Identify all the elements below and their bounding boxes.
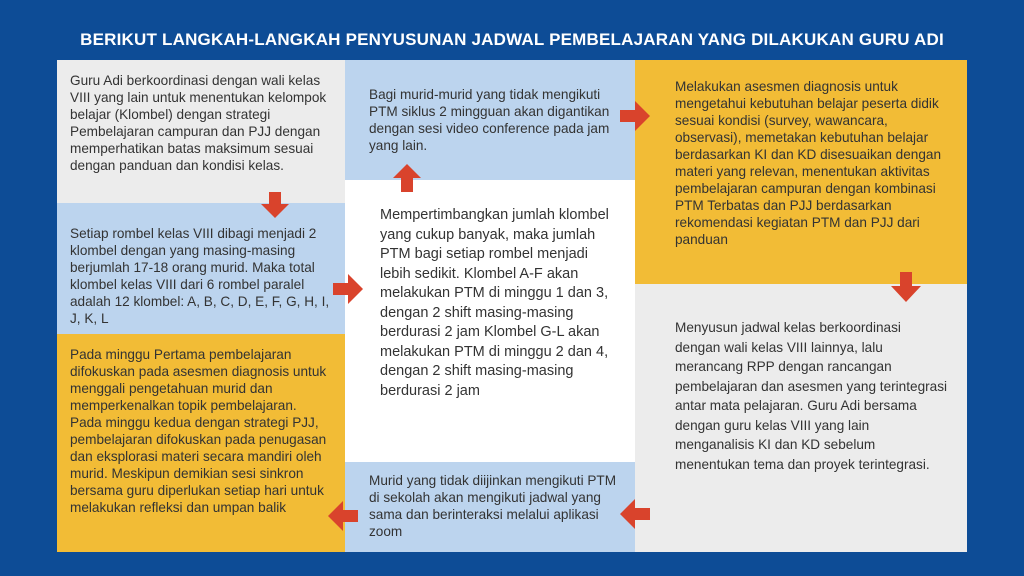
step-6-box — [635, 284, 967, 552]
step-5-text: Melakukan asesmen diagnosis untuk mengetahui kebutuhan belajar peserta didik sesuai kondisi (survey, wawancara, observasi), memetakan kebutuhan belajar berdasarkan KI dan KD disesuaikan dengan materi yang relevan, menentukan aktivitas pembelajaran campuran dengan kombinasi PTM Terbatas dan PJJ berdasarkan rekomendasi kegiatan PTM dan PJJ dari panduan — [675, 79, 942, 247]
arrow-left-icon — [620, 499, 650, 529]
arrow-down-icon — [261, 192, 289, 218]
step-8-text: Pada minggu Pertama pembelajaran difokuskan pada asesmen diagnosis untuk menggali pengetahuan murid dan memperkenalkan topik pembelajaran. Pada minggu kedua dengan strategi PJJ, pembelajaran difokuskan pada penugasan dan eksplorasi materi secara mandiri oleh murid. Meskipun demikian sesi sinkron bersama guru diperlukan setiap hari untuk melakukan refleksi dan umpan balik — [70, 347, 327, 515]
step-6-text: Menyusun jadwal kelas berkoordinasi dengan wali kelas VIII lainnya, lalu merancang RPP dengan rancangan pembelajaran dan asesmen yang terintegrasi antar mata pelajaran. Guru Adi bersama dengan guru kelas VIII yang lain menganalisis KI dan KD sebelum menentukan tema dan proyek terintegrasi. — [675, 320, 948, 472]
step-5-box — [635, 60, 967, 284]
arrow-left-icon — [328, 501, 358, 531]
step-2-text: Setiap rombel kelas VIII dibagi menjadi 2 klombel dengan yang masing-masing berjumlah 17-18 orang murid. Maka total klombel kelas VIII dari 6 rombel paralel adalah 12 klombel: A, B, C, D, E, F, G, H, I, J, K, L — [70, 226, 330, 326]
step-2-box — [57, 203, 345, 334]
step-7-text: Murid yang tidak diijinkan mengikuti PTM di sekolah akan mengikuti jadwal yang sama dan berinteraksi melalui aplikasi zoom — [369, 473, 617, 539]
arrow-down-icon — [891, 272, 921, 302]
arrow-up-icon — [393, 164, 421, 192]
step-1-text: Guru Adi berkoordinasi dengan wali kelas VIII yang lain untuk menentukan kelompok belajar (Klombel) dengan strategi Pembelajaran campuran dan PJJ dengan memperhatikan batas maksimum sesuai dengan panduan dan kondisi kelas. — [70, 73, 327, 173]
step-7-box — [345, 462, 635, 552]
step-3-text: Mempertimbangkan jumlah klombel yang cukup banyak, maka jumlah PTM bagi setiap rombel menjadi lebih sedikit. Klombel A-F akan melakukan PTM di minggu 1 dan 3, dengan 2 shift masing-masing berdurasi 2 jam Klombel G-L akan melakukan PTM di minggu 2 dan 4, dengan 2 shift masing-masing berdurasi 2 jam — [380, 207, 609, 399]
step-4-text: Bagi murid-murid yang tidak mengikuti PTM siklus 2 mingguan akan digantikan dengan sesi video conference pada jam yang lain. — [369, 87, 610, 153]
step-8-box — [57, 334, 345, 552]
step-4-box — [345, 60, 635, 180]
arrow-right-icon — [333, 274, 363, 304]
page-title: BERIKUT LANGKAH-LANGKAH PENYUSUNAN JADWAL PEMBELAJARAN YANG DILAKUKAN GURU ADI — [80, 30, 944, 49]
step-1-box — [57, 60, 345, 203]
arrow-right-icon — [620, 101, 650, 131]
step-3-box — [345, 180, 635, 462]
